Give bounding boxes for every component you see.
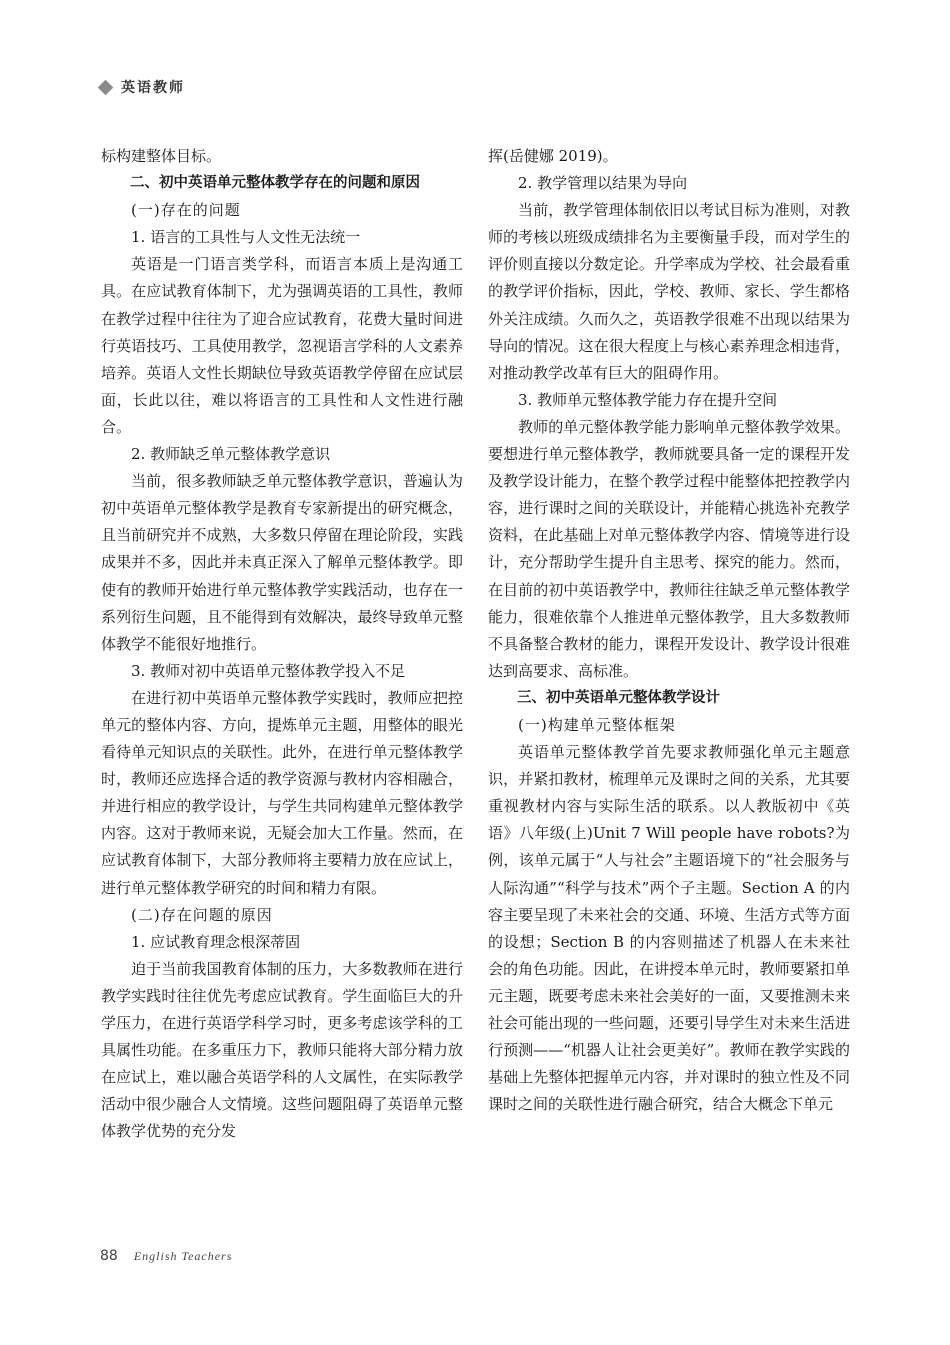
right-column bbox=[488, 143, 850, 1118]
subsection-heading-framework: (一)构建单元整体框架 bbox=[518, 715, 676, 734]
section-heading-2: 二、初中英语单元整体教学存在的问题和原因 bbox=[130, 175, 420, 192]
paragraph: 英语单元整体教学首先要求教师强化单元主题意识，并紧扣教材，梳理单元及课时之间的关系，尤其要重视教材内容与实际生活的联系。以人教版初中《英语》八年级(上)Unit 7 Will people have robots?为例，该单元属于“人与社会”主题语境下的“社会服务与人际沟通”“科学与技术”两个子主题。Section A 的内容主要呈现了未来社会的交通、环境、生活方式等方面的设想；Section B 的内容则描述了机器人在未来社会的角色功能。因此，在讲授本单元时，教师要紧扣单元主题，既要考虑未来社会美好的一面，又要推测未来社会可能出现的一些问题，还要引导学生对未来生活进行预测——“机器人让社会更美好”。教师在教学实践的基础上先整体把握单元内容，并对课时的独立性及不同课时之间的关联性进行融合研究，结合大概念下单元 bbox=[488, 743, 850, 1114]
subsection-heading-problems: (一)存在的问题 bbox=[131, 201, 241, 220]
journal-header-title: 英语教师 bbox=[121, 80, 185, 96]
page-number: 88 bbox=[100, 1248, 118, 1264]
point-heading-1: 1. 语言的工具性与人文性无法统一 bbox=[131, 228, 361, 247]
point-heading-2: 2. 教学管理以结果为导向 bbox=[518, 174, 688, 193]
paragraph: 当前，很多教师缺乏单元整体教学意识，普遍认为初中英语单元整体教学是教育专家新提出的研究概念，且当前研究并不成熟，大多数只停留在理论阶段，实践成果并不多，因此并未真正深入了解单元整体教学。即使有的教师开始进行单元整体教学实践活动，也存在一系列衍生问题，且不能得到有效解决，最终导致单元整体教学不能很好地推行。 bbox=[101, 472, 463, 653]
diamond-icon bbox=[98, 79, 114, 95]
point-heading-3: 3. 教师单元整体教学能力存在提升空间 bbox=[518, 390, 778, 409]
paragraph: 英语是一门语言类学科，而语言本质上是沟通工具。在应试教育体制下，尤为强调英语的工具性，教师在教学过程中往往为了迎合应试教育，花费大量时间进行英语技巧、工具使用教学，忽视语言学科的人文素养培养。英语人文性长期缺位导致英语教学停留在应试层面，长此以往，难以将语言的工具性和人文性进行融合。 bbox=[101, 255, 463, 436]
page-footer bbox=[100, 1248, 232, 1264]
point-heading-3: 3. 教师对初中英语单元整体教学投入不足 bbox=[131, 661, 406, 680]
paragraph-continuation: 标构建整体目标。 bbox=[101, 147, 222, 165]
running-header bbox=[100, 77, 185, 97]
section-heading-3: 三、初中英语单元整体教学设计 bbox=[517, 689, 720, 706]
journal-name: English Teachers bbox=[133, 1249, 233, 1263]
paragraph-continuation: 挥(岳健娜 2019)。 bbox=[488, 147, 618, 165]
paragraph: 教师的单元整体教学能力影响单元整体教学效果。要想进行单元整体教学，教师就要具备一定的课程开发及教学设计能力，在整个教学过程中能整体把控教学内容，进行课时之间的关联设计，并能精心挑选补充教学资料，在此基础上对单元整体教学内容、情境等进行设计，充分帮助学生提升自主思考、探究的能力。然而，在目前的初中英语教学中，教师往往缺乏单元整体教学能力，很难依靠个人推进单元整体教学，且大多数教师不具备整合教材的能力，课程开发设计、教学设计很难达到高要求、高标准。 bbox=[488, 417, 850, 680]
point-heading-1: 1. 应试教育理念根深蒂固 bbox=[131, 932, 301, 951]
paragraph: 在进行初中英语单元整体教学实践时，教师应把控单元的整体内容、方向，提炼单元主题，用整体的眼光看待单元知识点的关联性。此外，在进行单元整体教学时，教师还应选择合适的教学资源与教材内容相融合，并进行相应的教学设计，与学生共同构建单元整体教学内容。这对于教师来说，无疑会加大工作量。然而，在应试教育体制下，大部分教师将主要精力放在应试上，进行单元整体教学研究的时间和精力有限。 bbox=[101, 688, 463, 897]
paragraph: 当前，教学管理体制依旧以考试目标为准则，对教师的考核以班级成绩排名为主要衡量手段，而对学生的评价则直接以分数定论。升学率成为学校、社会最看重的教学评价指标，因此，学校、教师、家长、学生都格外关注成绩。久而久之，英语教学很难不出现以结果为导向的情况。这在很大程度上与核心素养理念相违背，对推动教学改革有巨大的阻碍作用。 bbox=[488, 201, 850, 382]
point-heading-2: 2. 教师缺乏单元整体教学意识 bbox=[131, 445, 331, 464]
paragraph: 迫于当前我国教育体制的压力，大多数教师在进行教学实践时往往优先考虑应试教育。学生面临巨大的升学压力，在进行英语学科学习时，更多考虑该学科的工具属性功能。在多重压力下，教师只能将大部分精力放在应试上，难以融合英语学科的人文属性，在实际教学活动中很少融合人文情境。这些问题阻碍了英语单元整体教学优势的充分发 bbox=[101, 959, 463, 1141]
left-column bbox=[101, 143, 463, 1145]
subsection-heading-causes: (二)存在问题的原因 bbox=[131, 905, 273, 924]
